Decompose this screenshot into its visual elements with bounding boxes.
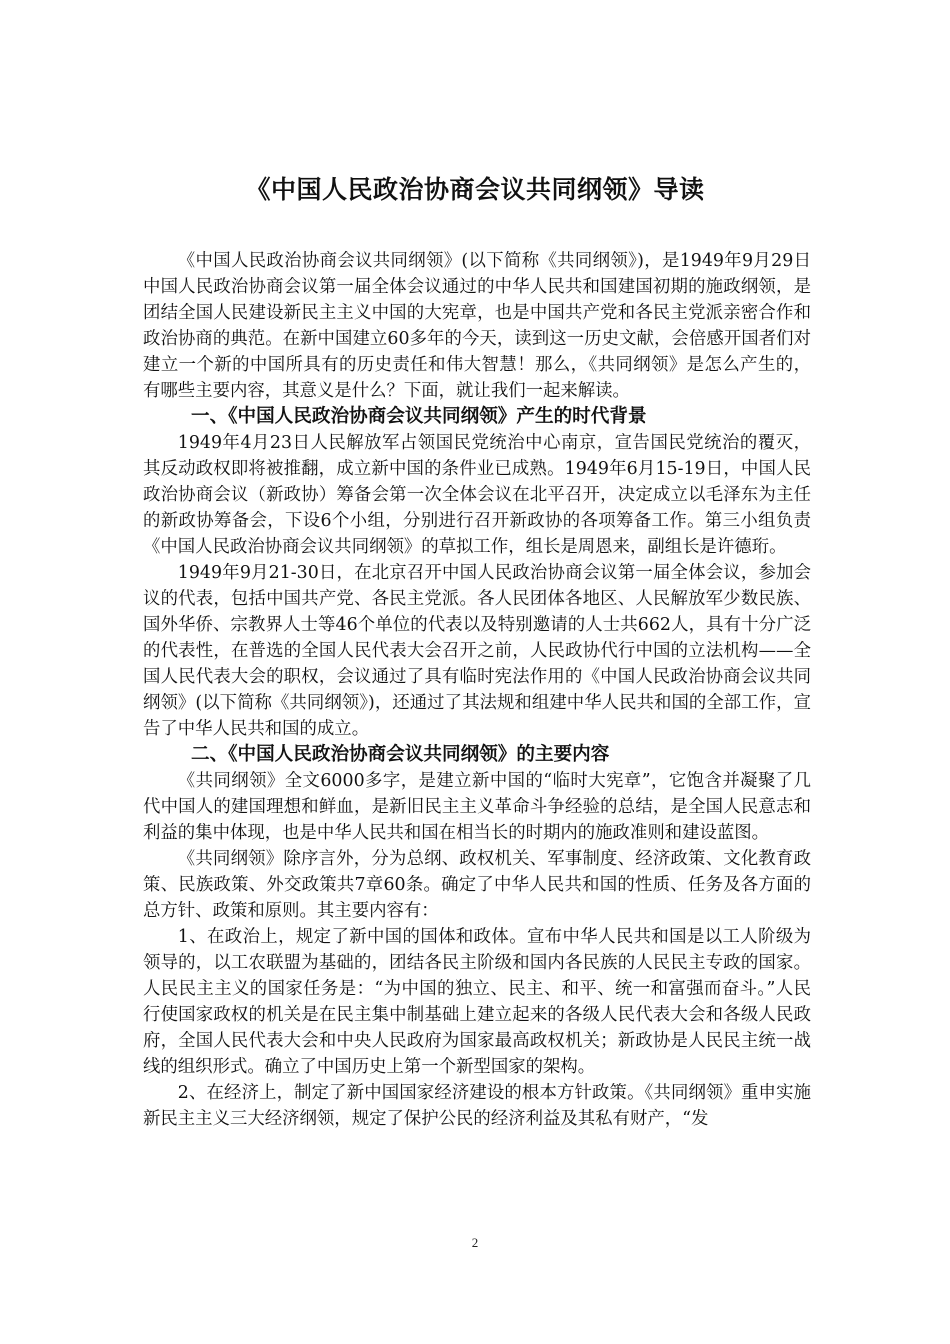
paragraph: 《共同纲领》全文6000多字，是建立新中国的“临时大宪章”，它饱含并凝聚了几代中国人的建国理想和鲜血，是新旧民主主义革命斗争经验的总结，是全国人民意志和利益的集中体现，也是中华人民共和国在相当长的时期内的施政准则和建设蓝图。 [143,771,811,843]
section-heading: 一、《中国人民政治协商会议共同纲领》产生的时代背景 [191,406,647,427]
paragraph: 《中国人民政治协商会议共同纲领》(以下简称《共同纲领》)，是1949年9月29日中国人民政治协商会议第一届全体会议通过的中华人民共和国建国初期的施政纲领，是团结全国人民建设新民主主义中国的大宪章，也是中国共产党和各民主党派亲密合作和政治协商的典范。在新中国建立60多年的今天，读到这一历史文献，会倍感开国者们对建立一个新的中国所具有的历史责任和伟大智慧！那么，《共同纲领》是怎么产生的，有哪些主要内容，其意义是什么？下面，就让我们一起来解读。 [143,251,811,401]
document-title: 《中国人民政治协商会议共同纲领》导读 [245,175,705,204]
paragraph: 1949年9月21-30日，在北京召开中国人民政治协商会议第一届全体会议，参加会议的代表，包括中国共产党、各民主党派。各人民团体各地区、人民解放军少数民族、国外华侨、宗教界人士等46个单位的代表以及特别邀请的人士共662人，具有十分广泛的代表性，在普选的全国人民代表大会召开之前，人民政协代行中国的立法机构——全国人民代表大会的职权，会议通过了具有临时宪法作用的《中国人民政治协商会议共同纲领》(以下简称《共同纲领》)，还通过了其法规和组建中华人民共和国的全部工作，宣告了中华人民共和国的成立。 [143,563,811,739]
paragraph: 2、在经济上，制定了新中国国家经济建设的根本方针政策。《共同纲领》重申实施新民主主义三大经济纲领，规定了保护公民的经济利益及其私有财产，“发 [143,1083,811,1129]
paragraph: 1949年4月23日人民解放军占领国民党统治中心南京，宣告国民党统治的覆灭，其反动政权即将被推翻，成立新中国的条件业已成熟。1949年6月15-19日，中国人民政治协商会议（新政协）筹备会第一次全体会议在北平召开，决定成立以毛泽东为主任的新政协筹备会，下设6个小组，分别进行召开新政协的各项筹备工作。第三小组负责《中国人民政治协商会议共同纲领》的草拟工作，组长是周恩来，副组长是许德珩。 [143,433,811,557]
page-number: 2 [471,1235,479,1250]
section-heading: 二、《中国人民政治协商会议共同纲领》的主要内容 [191,744,610,765]
document-body [143,248,811,1132]
paragraph: 《共同纲领》除序言外，分为总纲、政权机关、军事制度、经济政策、文化教育政策、民族政策、外交政策共7章60条。确定了中华人民共和国的性质、任务及各方面的总方针、政策和原则。其主要内容有： [143,849,811,921]
paragraph: 1、在政治上，规定了新中国的国体和政体。宣布中华人民共和国是以工人阶级为领导的，以工农联盟为基础的，团结各民主阶级和国内各民族的人民民主专政的国家。人民民主主义的国家任务是：“为中国的独立、民主、和平、统一和富强而奋斗。”人民行使国家政权的机关是在民主集中制基础上建立起来的各级人民代表大会和各级人民政府，全国人民代表大会和中央人民政府为国家最高政权机关；新政协是人民民主统一战线的组织形式。确立了中国历史上第一个新型国家的架构。 [143,927,811,1077]
